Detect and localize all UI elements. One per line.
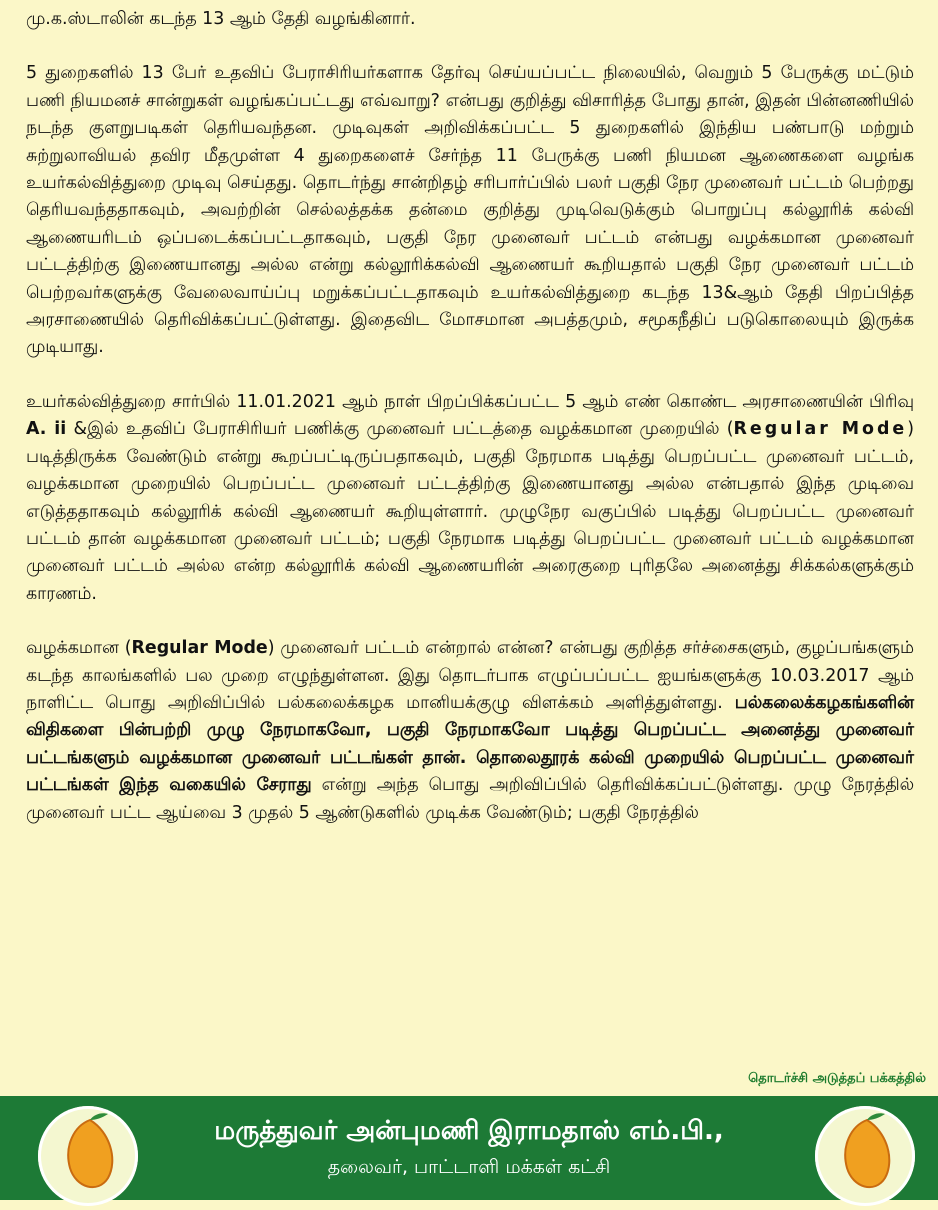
regular-mode-term: Regular Mode xyxy=(733,419,908,440)
signature-footer xyxy=(0,1096,938,1200)
ugc-notice-quote: பல்கலைக்கழகங்களின் விதிகளை பின்பற்றி முழு நேரமாகவோ, பகுதி நேரமாகவோ படித்து பெறப்பட்ட அனைத்து முனைவர் பட்டங்களும் வழக்கமான முனைவர் பட்டங்கள் தான். தொலைதூரக் கல்வி முறையில் பெறப்பட்ட முனைவர் பட்டங்கள் இந்த வகையில் சேராது xyxy=(26,692,914,796)
regular-mode-term: Regular Mode xyxy=(131,638,268,659)
paragraph-3-part-e: ) படித்திருக்க வேண்டும் என்று கூறப்பட்டிருப்பதாகவும், பகுதி நேரமாக படித்து பெறப்பட்ட முனைவர் பட்டம், வழக்கமான முறையில் பெறப்பட்ட முனைவர் பட்டத்திற்கு இணையானது அல்ல என்பதால் இந்த முடிவை எடுத்ததாகவும் கல்லூரிக் கல்வி ஆணையர் கூறியுள்ளார். முழுநேர வகுப்பில் படித்து பெறப்பட்ட முனைவர் பட்டம் தான் வழக்கமான முனைவர் பட்டம்; பகுதி நேரமாக படித்து பெறப்பட்ட முனைவர் பட்டம் வழக்கமான முனைவர் பட்டம் அல்ல என்ற கல்லூரிக் கல்வி ஆணையரின் அரைகுறை புரிதலே அனைத்து சிக்கல்களுக்கும் காரணம். xyxy=(26,419,914,604)
paragraph-4 xyxy=(26,635,914,827)
paragraph-2: 5 துறைகளில் 13 பேர் உதவிப் பேராசிரியர்களாக தேர்வு செய்யப்பட்ட நிலையில், வெறும் 5 பேருக்கு மட்டும் பணி நியமனச் சான்றுகள் வழங்கப்பட்டது எவ்வாறு? என்பது குறித்து விசாரித்த போது தான், இதன் பின்னணியில் நடந்த குளறுபடிகள் தெரியவந்தன. முடிவுகள் அறிவிக்கப்பட்ட 5 துறைகளில் இந்திய பண்பாடு மற்றும் சுற்றுலாவியல் தவிர மீதமுள்ள 4 துறைகளைச் சேர்ந்த 11 பேருக்கு பணி நியமன ஆணைகளை வழங்க உயர்கல்வித்துறை முடிவு செய்தது. தொடர்ந்து சான்றிதழ் சரிபார்ப்பில் பலர் பகுதி நேர முனைவர் பட்டம் பெற்றது தெரியவந்ததாகவும், அவற்றின் செல்லத்தக்க தன்மை குறித்து முடிவெடுக்கும் பொறுப்பு கல்லூரிக் கல்வி ஆணையரிடம் ஒப்படைக்கப்பட்டதாகவும், பகுதி நேர முனைவர் பட்டம் என்பது வழக்கமான முனைவர் பட்டத்திற்கு இணையானது அல்ல என்று கல்லூரிக்கல்வி ஆணையர் கூறியதால் பகுதி நேர முனைவர் பட்டம் பெற்றவர்களுக்கு வேலைவாய்ப்பு மறுக்கப்பட்டதாகவும் உயர்கல்வித்துறை கடந்த 13&ஆம் தேதி பிறப்பித்த அரசாணையில் தெரிவிக்கப்பட்டுள்ளது. இதைவிட மோசமான அபத்தமும், சமூகநீதிப் படுகொலையும் இருக்க முடியாது. xyxy=(26,63,914,358)
paragraph-4-part-c: ) முனைவர் பட்டம் என்றால் என்ன? என்பது குறித்த சர்ச்சைகளும், குழப்பங்களும் கடந்த காலங்களில் பல முறை எழுந்துள்ளன. இது தொடர்பாக எழுப்பப்பட்ட ஐயங்களுக்கு 10.03.2017 ஆம் நாளிட்ட பொது அறிவிப்பில் பல்கலைக்கழக மானியக்குழு விளக்கம் அளித்துள்ளது. xyxy=(26,638,914,713)
paragraph-3 xyxy=(26,389,914,608)
paragraph-4-part-e: என்று அந்த பொது அறிவிப்பில் தெரிவிக்கப்பட்டுள்ளது. முழு நேரத்தில் முனைவர் பட்ட ஆய்வை 3 முதல் 5 ஆண்டுகளில் முடிக்க வேண்டும்; பகுதி நேரத்தில் xyxy=(26,775,915,823)
paragraph-3-part-c: &இல் உதவிப் பேராசிரியர் பணிக்கு முனைவர் பட்டத்தை வழக்கமான முறையில் ( xyxy=(66,419,734,440)
clause-reference: A. ii xyxy=(26,419,67,440)
statement-body xyxy=(26,6,914,854)
mango-icon xyxy=(815,1106,915,1206)
paragraph-1: மு.க.ஸ்டாலின் கடந்த 13 ஆம் தேதி வழங்கினார். xyxy=(26,9,416,29)
paragraph-4-part-a: வழக்கமான ( xyxy=(26,638,132,659)
signatory-name: மருத்துவர் அன்புமணி இராமதாஸ் எம்.பி., xyxy=(214,1116,724,1146)
signatory-title: தலைவர், பாட்டாளி மக்கள் கட்சி xyxy=(327,1156,611,1178)
continued-next-page-note: தொடர்ச்சி அடுத்தப் பக்கத்தில் xyxy=(748,1071,926,1086)
paragraph-3-part-a: உயர்கல்வித்துறை சார்பில் 11.01.2021 ஆம் நாள் பிறப்பிக்கப்பட்ட 5 ஆம் எண் கொண்ட அரசாணையின் பிரிவு xyxy=(26,391,914,412)
